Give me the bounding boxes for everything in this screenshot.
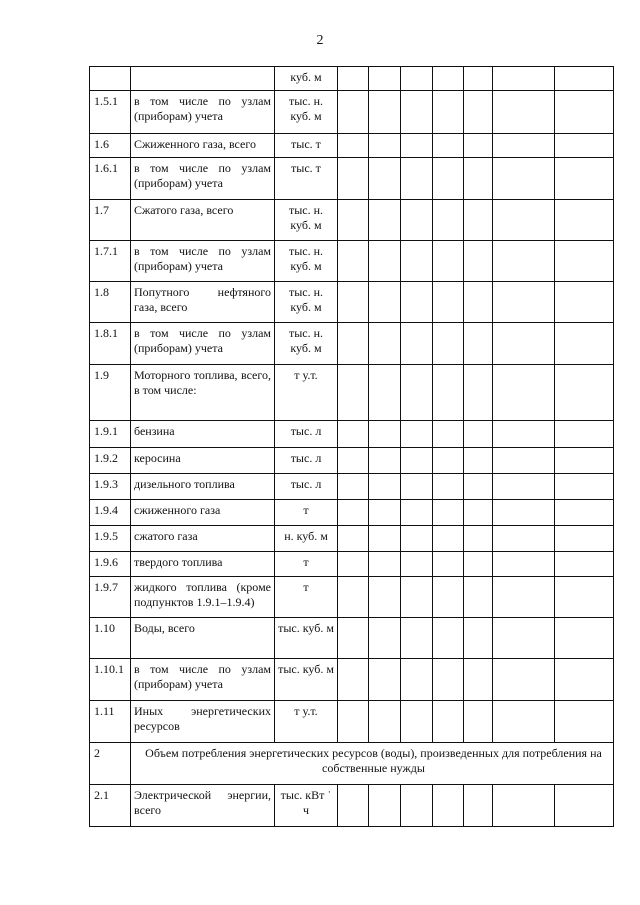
table-row: [90, 618, 614, 659]
table-row: [90, 743, 614, 785]
table-row: [90, 577, 614, 618]
indicator-name-cell: Иных энергетических ресурсов: [131, 701, 275, 743]
value-cell: [338, 200, 369, 241]
indicator-name-cell: в том числе по узлам (приборам) учета: [131, 659, 275, 701]
value-cell: [433, 526, 464, 552]
unit-cell: тыс. куб. м: [275, 618, 338, 659]
value-cell: [464, 448, 493, 474]
value-cell: [338, 701, 369, 743]
indicator-name-cell: в том числе по узлам (приборам) учета: [131, 323, 275, 365]
value-cell: [369, 421, 401, 448]
row-number-cell: 1.7.1: [90, 241, 131, 282]
value-cell: [493, 200, 555, 241]
row-number-cell: 1.9.3: [90, 474, 131, 500]
table-row: [90, 785, 614, 827]
unit-cell: тыс. л: [275, 474, 338, 500]
value-cell: [555, 500, 614, 526]
value-cell: [555, 577, 614, 618]
unit-cell: тыс. т: [275, 158, 338, 200]
table-row: [90, 500, 614, 526]
indicator-name-cell: сжатого газа: [131, 526, 275, 552]
value-cell: [338, 158, 369, 200]
value-cell: [401, 552, 433, 577]
table-row: [90, 67, 614, 91]
unit-cell: т: [275, 552, 338, 577]
value-cell: [401, 577, 433, 618]
value-cell: [555, 701, 614, 743]
value-cell: [433, 158, 464, 200]
row-number-cell: 2: [90, 743, 131, 785]
row-number-cell: 1.10.1: [90, 659, 131, 701]
value-cell: [338, 474, 369, 500]
unit-cell: куб. м: [275, 67, 338, 91]
value-cell: [338, 323, 369, 365]
value-cell: [493, 282, 555, 323]
value-cell: [555, 200, 614, 241]
indicator-name-cell: в том числе по узлам (приборам) учета: [131, 241, 275, 282]
value-cell: [338, 552, 369, 577]
row-number-cell: [90, 67, 131, 91]
unit-cell: тыс. н. куб. м: [275, 91, 338, 134]
unit-cell: тыс. кВт ˙ ч: [275, 785, 338, 827]
unit-cell: н. куб. м: [275, 526, 338, 552]
value-cell: [464, 282, 493, 323]
row-number-cell: 1.7: [90, 200, 131, 241]
unit-cell: тыс. куб. м: [275, 659, 338, 701]
value-cell: [493, 785, 555, 827]
indicator-name-cell: в том числе по узлам (приборам) учета: [131, 158, 275, 200]
value-cell: [493, 158, 555, 200]
unit-cell: т: [275, 577, 338, 618]
table-row: [90, 474, 614, 500]
value-cell: [401, 282, 433, 323]
energy-resources-table: [89, 66, 614, 827]
value-cell: [338, 67, 369, 91]
value-cell: [464, 552, 493, 577]
value-cell: [464, 500, 493, 526]
value-cell: [433, 659, 464, 701]
value-cell: [555, 91, 614, 134]
value-cell: [464, 323, 493, 365]
row-number-cell: 1.9.2: [90, 448, 131, 474]
value-cell: [338, 785, 369, 827]
table-row: [90, 158, 614, 200]
value-cell: [401, 474, 433, 500]
value-cell: [401, 158, 433, 200]
table-row: [90, 323, 614, 365]
value-cell: [401, 241, 433, 282]
value-cell: [433, 323, 464, 365]
table-row: [90, 421, 614, 448]
value-cell: [555, 323, 614, 365]
row-number-cell: 1.8: [90, 282, 131, 323]
value-cell: [338, 577, 369, 618]
value-cell: [493, 323, 555, 365]
value-cell: [369, 134, 401, 158]
indicator-name-cell: [131, 67, 275, 91]
unit-cell: тыс. л: [275, 448, 338, 474]
value-cell: [493, 474, 555, 500]
value-cell: [493, 241, 555, 282]
value-cell: [493, 500, 555, 526]
value-cell: [369, 448, 401, 474]
value-cell: [401, 200, 433, 241]
unit-cell: тыс. н. куб. м: [275, 323, 338, 365]
indicator-name-cell: в том числе по узлам (приборам) учета: [131, 91, 275, 134]
value-cell: [493, 365, 555, 421]
indicator-name-cell: Сжиженного газа, всего: [131, 134, 275, 158]
value-cell: [433, 365, 464, 421]
indicator-name-cell: бензина: [131, 421, 275, 448]
value-cell: [338, 91, 369, 134]
indicator-name-cell: твердого топлива: [131, 552, 275, 577]
value-cell: [433, 785, 464, 827]
value-cell: [493, 618, 555, 659]
value-cell: [369, 474, 401, 500]
value-cell: [401, 134, 433, 158]
value-cell: [433, 241, 464, 282]
value-cell: [369, 365, 401, 421]
indicator-name-cell: Попутного нефтяного газа, всего: [131, 282, 275, 323]
indicator-name-cell: дизельного топлива: [131, 474, 275, 500]
value-cell: [401, 67, 433, 91]
value-cell: [338, 282, 369, 323]
value-cell: [338, 241, 369, 282]
value-cell: [493, 659, 555, 701]
value-cell: [464, 701, 493, 743]
value-cell: [493, 701, 555, 743]
table-row: [90, 134, 614, 158]
value-cell: [401, 659, 433, 701]
table-row: [90, 448, 614, 474]
value-cell: [555, 448, 614, 474]
value-cell: [369, 526, 401, 552]
value-cell: [555, 474, 614, 500]
table-row: [90, 701, 614, 743]
table-row: [90, 241, 614, 282]
value-cell: [338, 448, 369, 474]
value-cell: [555, 785, 614, 827]
value-cell: [464, 67, 493, 91]
value-cell: [369, 577, 401, 618]
value-cell: [369, 701, 401, 743]
value-cell: [433, 282, 464, 323]
table-row: [90, 91, 614, 134]
value-cell: [338, 134, 369, 158]
value-cell: [464, 158, 493, 200]
unit-cell: тыс. н. куб. м: [275, 200, 338, 241]
row-number-cell: 1.10: [90, 618, 131, 659]
row-number-cell: 1.8.1: [90, 323, 131, 365]
value-cell: [369, 67, 401, 91]
value-cell: [338, 365, 369, 421]
value-cell: [464, 241, 493, 282]
row-number-cell: 1.9.6: [90, 552, 131, 577]
value-cell: [493, 67, 555, 91]
value-cell: [433, 474, 464, 500]
table-row: [90, 200, 614, 241]
value-cell: [555, 134, 614, 158]
value-cell: [555, 552, 614, 577]
value-cell: [493, 421, 555, 448]
value-cell: [369, 200, 401, 241]
value-cell: [338, 500, 369, 526]
value-cell: [555, 365, 614, 421]
section-title-cell: Объем потребления энергетических ресурсов (воды), произведенных для потребления на собственные нужды: [131, 743, 614, 785]
indicator-name-cell: жидкого топлива (кроме подпунктов 1.9.1–1.9.4): [131, 577, 275, 618]
value-cell: [555, 526, 614, 552]
value-cell: [433, 500, 464, 526]
value-cell: [464, 659, 493, 701]
row-number-cell: 1.9.4: [90, 500, 131, 526]
value-cell: [464, 577, 493, 618]
unit-cell: тыс. н. куб. м: [275, 241, 338, 282]
value-cell: [369, 91, 401, 134]
value-cell: [369, 659, 401, 701]
value-cell: [369, 282, 401, 323]
row-number-cell: 1.5.1: [90, 91, 131, 134]
row-number-cell: 1.9: [90, 365, 131, 421]
value-cell: [464, 200, 493, 241]
value-cell: [433, 552, 464, 577]
indicator-name-cell: Сжатого газа, всего: [131, 200, 275, 241]
value-cell: [464, 618, 493, 659]
value-cell: [493, 448, 555, 474]
indicator-name-cell: Воды, всего: [131, 618, 275, 659]
row-number-cell: 1.9.7: [90, 577, 131, 618]
table-row: [90, 552, 614, 577]
value-cell: [401, 448, 433, 474]
row-number-cell: 1.9.5: [90, 526, 131, 552]
row-number-cell: 2.1: [90, 785, 131, 827]
value-cell: [555, 241, 614, 282]
indicator-name-cell: сжиженного газа: [131, 500, 275, 526]
unit-cell: т у.т.: [275, 701, 338, 743]
unit-cell: т: [275, 500, 338, 526]
value-cell: [338, 618, 369, 659]
value-cell: [369, 323, 401, 365]
indicator-name-cell: Моторного топлива, всего, в том числе:: [131, 365, 275, 421]
row-number-cell: 1.11: [90, 701, 131, 743]
value-cell: [401, 421, 433, 448]
value-cell: [401, 618, 433, 659]
table-row: [90, 526, 614, 552]
value-cell: [555, 282, 614, 323]
value-cell: [464, 785, 493, 827]
value-cell: [369, 785, 401, 827]
value-cell: [433, 448, 464, 474]
value-cell: [433, 134, 464, 158]
value-cell: [401, 365, 433, 421]
value-cell: [433, 421, 464, 448]
value-cell: [433, 577, 464, 618]
value-cell: [464, 134, 493, 158]
value-cell: [401, 701, 433, 743]
value-cell: [464, 421, 493, 448]
value-cell: [401, 91, 433, 134]
value-cell: [433, 200, 464, 241]
value-cell: [433, 618, 464, 659]
table-body: [90, 67, 614, 827]
page-number: 2: [316, 33, 324, 48]
value-cell: [369, 158, 401, 200]
value-cell: [433, 67, 464, 91]
row-number-cell: 1.9.1: [90, 421, 131, 448]
value-cell: [493, 577, 555, 618]
value-cell: [464, 365, 493, 421]
indicator-name-cell: Электрической энергии, всего: [131, 785, 275, 827]
value-cell: [555, 659, 614, 701]
value-cell: [401, 323, 433, 365]
unit-cell: т у.т.: [275, 365, 338, 421]
value-cell: [369, 500, 401, 526]
row-number-cell: 1.6.1: [90, 158, 131, 200]
value-cell: [464, 474, 493, 500]
value-cell: [338, 421, 369, 448]
value-cell: [369, 552, 401, 577]
row-number-cell: 1.6: [90, 134, 131, 158]
value-cell: [493, 526, 555, 552]
value-cell: [555, 618, 614, 659]
value-cell: [555, 67, 614, 91]
value-cell: [338, 526, 369, 552]
value-cell: [369, 618, 401, 659]
value-cell: [493, 91, 555, 134]
value-cell: [401, 500, 433, 526]
value-cell: [433, 91, 464, 134]
table-row: [90, 282, 614, 323]
unit-cell: тыс. н. куб. м: [275, 282, 338, 323]
value-cell: [401, 526, 433, 552]
unit-cell: тыс. л: [275, 421, 338, 448]
indicator-name-cell: керосина: [131, 448, 275, 474]
value-cell: [464, 526, 493, 552]
table-row: [90, 659, 614, 701]
value-cell: [555, 158, 614, 200]
value-cell: [555, 421, 614, 448]
table-row: [90, 365, 614, 421]
value-cell: [493, 134, 555, 158]
value-cell: [338, 659, 369, 701]
value-cell: [401, 785, 433, 827]
value-cell: [493, 552, 555, 577]
value-cell: [369, 241, 401, 282]
value-cell: [464, 91, 493, 134]
unit-cell: тыс. т: [275, 134, 338, 158]
value-cell: [433, 701, 464, 743]
